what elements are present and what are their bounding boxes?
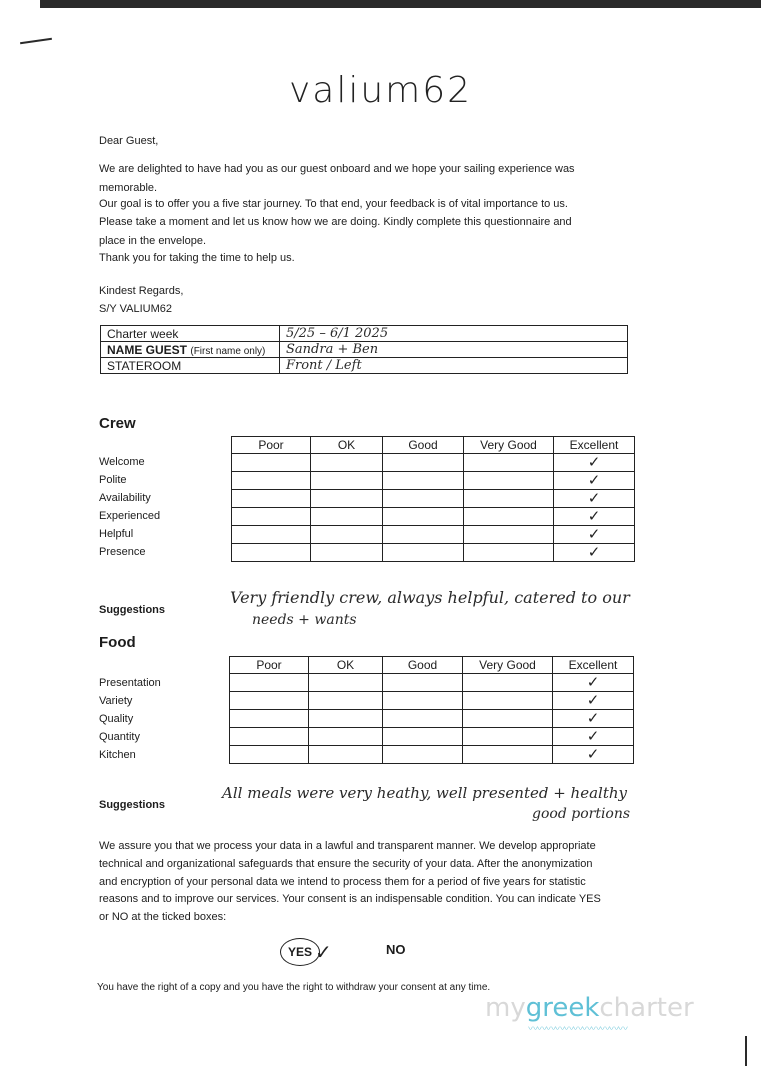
rating-row-kitchen [230,746,634,764]
rating-cell-presentation-good[interactable] [383,674,463,692]
rating-row-quality [230,710,634,728]
greeting: Dear Guest, [99,135,159,147]
column-header-poor: Poor [232,437,311,454]
column-header-ok: OK [311,437,383,454]
rating-row-label-presentation: Presentation [99,677,161,689]
charter-week-field[interactable] [280,326,628,342]
rating-cell-polite-excellent[interactable] [554,472,635,490]
column-header-excellent: Excellent [554,437,635,454]
column-header-poor: Poor [230,657,309,674]
food-rating-header [230,657,634,674]
rating-cell-variety-ok[interactable] [309,692,383,710]
name-guest-label-hint: (First name only) [190,345,266,357]
food-suggestions-label: Suggestions [99,799,166,811]
watermark-accent: greek [525,993,600,1023]
crew-suggestion-line-1: Very friendly crew, always helpful, catered to our [230,588,630,607]
crew-suggestion-line-2: needs + wants [252,612,357,628]
rating-cell-welcome-ok[interactable] [311,454,383,472]
rating-cell-polite-poor[interactable] [232,472,311,490]
column-header-ok: OK [309,657,383,674]
watermark-suffix: charter [599,993,694,1023]
rating-cell-availability-excellent[interactable] [554,490,635,508]
rating-row-label-helpful: Helpful [99,528,134,540]
closing: Kindest Regards, [99,285,184,297]
watermark-logo [485,993,694,1023]
consent-yes-option[interactable]: YES [280,938,320,966]
rating-cell-quality-very-good[interactable] [463,710,553,728]
food-suggestion-line-2: good portions [532,806,631,822]
rating-row-availability [232,490,635,508]
rating-cell-availability-very-good[interactable] [464,490,554,508]
rating-cell-polite-ok[interactable] [311,472,383,490]
rating-cell-helpful-ok[interactable] [311,526,383,544]
consent-yes-tick: ✓ [315,940,332,964]
consent-line-4: reasons and to improve our services. Your consent is an indispensable condition. You can indicate YES [99,893,601,905]
rating-cell-quality-good[interactable] [383,710,463,728]
paragraph-1-line-2: memorable. [99,182,158,194]
food-heading: Food [99,634,136,651]
rating-cell-polite-very-good[interactable] [464,472,554,490]
check-mark-icon: ✓ [587,525,601,543]
paragraph-3: Thank you for taking the time to help us. [99,252,295,264]
rating-row-experienced [232,508,635,526]
rating-row-label-availability: Availability [99,492,151,504]
check-mark-icon: ✓ [586,709,600,727]
rating-cell-kitchen-ok[interactable] [309,746,383,764]
rating-row-label-quantity: Quantity [99,731,140,743]
rating-cell-variety-good[interactable] [383,692,463,710]
rating-cell-presence-good[interactable] [383,544,464,562]
check-mark-icon: ✓ [587,543,601,561]
rating-cell-kitchen-very-good[interactable] [463,746,553,764]
rating-cell-helpful-poor[interactable] [232,526,311,544]
rating-cell-kitchen-good[interactable] [383,746,463,764]
rating-cell-presentation-ok[interactable] [309,674,383,692]
consent-footer: You have the right of a copy and you have the right to withdraw your consent at any time. [97,982,491,993]
crew-suggestions-label: Suggestions [99,604,166,616]
rating-cell-quantity-good[interactable] [383,728,463,746]
rating-cell-helpful-very-good[interactable] [464,526,554,544]
rating-cell-quality-poor[interactable] [230,710,309,728]
rating-cell-helpful-excellent[interactable] [554,526,635,544]
check-mark-icon: ✓ [587,507,601,525]
charter-week-row [101,326,628,342]
check-mark-icon: ✓ [587,471,601,489]
consent-line-1: We assure you that we process your data in a lawful and transparent manner. We develop appropriate [99,840,596,852]
rating-row-quantity [230,728,634,746]
rating-row-label-presence: Presence [99,546,146,558]
column-header-good: Good [383,657,463,674]
rating-row-label-kitchen: Kitchen [99,749,136,761]
check-mark-icon: ✓ [586,745,600,763]
rating-cell-presence-poor[interactable] [232,544,311,562]
valium-logo: valium62 [288,70,473,111]
rating-cell-experienced-poor[interactable] [232,508,311,526]
rating-cell-helpful-good[interactable] [383,526,464,544]
name-guest-row [101,342,628,358]
rating-cell-experienced-good[interactable] [383,508,464,526]
paragraph-2-line-2: Please take a moment and let us know how we are doing. Kindly complete this questionnaire and [99,216,572,228]
watermark-wave: 〰〰〰〰〰〰〰〰〰〰〰 [528,1024,627,1035]
consent-no-option[interactable]: NO [386,942,406,957]
scan-top-edge [40,0,761,8]
rating-cell-availability-good[interactable] [383,490,464,508]
watermark-prefix: my [485,993,526,1023]
check-mark-icon: ✓ [587,489,601,507]
scan-corner-mark [745,1036,761,1066]
rating-row-label-polite: Polite [99,474,127,486]
food-rating-table [229,656,634,764]
rating-cell-quantity-very-good[interactable] [463,728,553,746]
consent-line-3: and encryption of your personal data we intend to process them for a period of five years for statistic [99,876,586,888]
consent-line-2: technical and organizational safeguards that ensure the security of your data. After the anonymization [99,858,593,870]
check-mark-icon: ✓ [586,691,600,709]
paragraph-1-line-1: We are delighted to have had you as our guest onboard and we hope your sailing experience was [99,163,575,175]
rating-cell-presence-very-good[interactable] [464,544,554,562]
rating-row-helpful [232,526,635,544]
check-mark-icon: ✓ [586,727,600,745]
rating-cell-welcome-very-good[interactable] [464,454,554,472]
stateroom-row [101,358,628,374]
paragraph-2-line-1: Our goal is to offer you a five star journey. To that end, your feedback is of vital importance to us. [99,198,568,210]
charter-info-table [100,325,628,374]
rating-cell-experienced-very-good[interactable] [464,508,554,526]
rating-cell-welcome-poor[interactable] [232,454,311,472]
rating-row-label-experienced: Experienced [99,510,161,522]
crew-rating-table [231,436,635,562]
rating-row-label-welcome: Welcome [99,456,145,468]
crew-rating-header [232,437,635,454]
rating-cell-welcome-excellent[interactable] [554,454,635,472]
name-guest-value: Sandra + Ben [286,342,379,357]
rating-cell-availability-poor[interactable] [232,490,311,508]
stateroom-field[interactable] [280,358,628,374]
rating-cell-presence-excellent[interactable] [554,544,635,562]
check-mark-icon: ✓ [587,453,601,471]
name-guest-field[interactable] [280,342,628,358]
paragraph-2-line-3: place in the envelope. [99,235,207,247]
rating-cell-presentation-poor[interactable] [230,674,309,692]
rating-cell-quantity-ok[interactable] [309,728,383,746]
rating-cell-presence-ok[interactable] [311,544,383,562]
rating-cell-presentation-very-good[interactable] [463,674,553,692]
stateroom-value: Front / Left [286,358,362,373]
rating-row-polite [232,472,635,490]
rating-cell-variety-very-good[interactable] [463,692,553,710]
crew-heading: Crew [99,415,136,432]
rating-cell-availability-ok[interactable] [311,490,383,508]
rating-cell-quantity-excellent[interactable] [553,728,634,746]
column-header-good: Good [383,437,464,454]
rating-row-presence [232,544,635,562]
column-header-excellent: Excellent [553,657,634,674]
rating-row-label-variety: Variety [99,695,133,707]
rating-cell-variety-poor[interactable] [230,692,309,710]
name-guest-label-text: NAME GUEST [107,342,188,357]
rating-cell-variety-excellent[interactable] [553,692,634,710]
consent-line-5: or NO at the ticked boxes: [99,911,227,923]
rating-cell-kitchen-poor[interactable] [230,746,309,764]
rating-cell-quality-excellent[interactable] [553,710,634,728]
rating-cell-presentation-excellent[interactable] [553,674,634,692]
signoff: S/Y VALIUM62 [99,303,172,315]
rating-cell-experienced-ok[interactable] [311,508,383,526]
charter-week-value: 5/25 – 6/1 2025 [286,326,389,341]
rating-cell-polite-good[interactable] [383,472,464,490]
rating-row-welcome [232,454,635,472]
rating-row-presentation [230,674,634,692]
rating-cell-welcome-good[interactable] [383,454,464,472]
rating-cell-experienced-excellent[interactable] [554,508,635,526]
stateroom-label: STATEROOM [101,358,280,374]
charter-week-label: Charter week [101,326,280,342]
rating-row-label-quality: Quality [99,713,134,725]
column-header-very-good: Very Good [463,657,553,674]
rating-cell-kitchen-excellent[interactable] [553,746,634,764]
rating-row-variety [230,692,634,710]
pen-mark [20,38,52,44]
column-header-very-good: Very Good [464,437,554,454]
name-guest-label [101,342,280,358]
food-suggestion-line-1: All meals were very heathy, well presented + healthy [222,784,627,802]
rating-cell-quality-ok[interactable] [309,710,383,728]
rating-cell-quantity-poor[interactable] [230,728,309,746]
check-mark-icon: ✓ [586,673,600,691]
